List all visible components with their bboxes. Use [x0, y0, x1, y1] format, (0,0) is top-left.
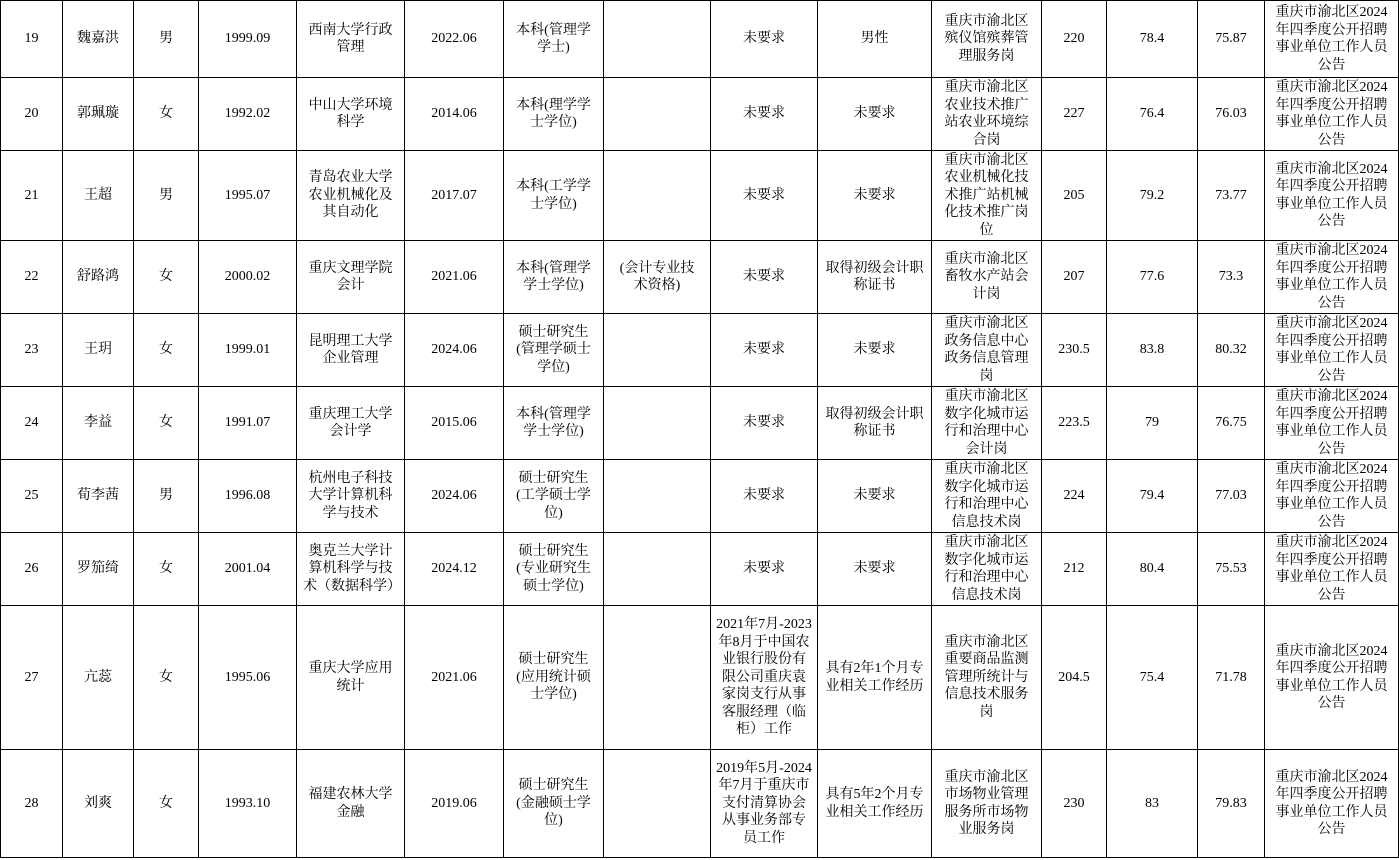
cell-written-score: 207: [1042, 241, 1107, 314]
cell-other-conditions: 取得初级会计职称证书: [818, 241, 932, 314]
cell-qualification: [604, 1, 711, 78]
cell-gender: 女: [134, 533, 199, 606]
cell-interview-score: 75.4: [1107, 606, 1198, 750]
cell-birth-date: 1995.07: [199, 151, 297, 241]
cell-graduation-date: 2024.06: [405, 460, 504, 533]
cell-work-experience: 未要求: [711, 533, 818, 606]
cell-notice: 重庆市渝北区2024年四季度公开招聘事业单位工作人员公告: [1265, 606, 1399, 750]
table-row: [1, 1, 1399, 78]
cell-notice: 重庆市渝北区2024年四季度公开招聘事业单位工作人员公告: [1265, 460, 1399, 533]
table-row: [1, 460, 1399, 533]
cell-other-conditions: 取得初级会计职称证书: [818, 387, 932, 460]
cell-name: 罗笳绮: [63, 533, 134, 606]
table-row: [1, 750, 1399, 858]
cell-interview-score: 83.8: [1107, 314, 1198, 387]
cell-graduation-date: 2019.06: [405, 750, 504, 858]
cell-other-conditions: 具有2年1个月专业相关工作经历: [818, 606, 932, 750]
cell-interview-score: 77.6: [1107, 241, 1198, 314]
cell-name: 王超: [63, 151, 134, 241]
cell-number: 19: [1, 1, 63, 78]
cell-gender: 男: [134, 460, 199, 533]
cell-graduation-date: 2015.06: [405, 387, 504, 460]
cell-school-major: 重庆文理学院会计: [297, 241, 405, 314]
cell-written-score: 204.5: [1042, 606, 1107, 750]
cell-school-major: 青岛农业大学农业机械化及其自动化: [297, 151, 405, 241]
cell-position: 重庆市渝北区政务信息中心政务信息管理岗: [932, 314, 1042, 387]
cell-gender: 女: [134, 750, 199, 858]
cell-qualification: [604, 387, 711, 460]
cell-position: 重庆市渝北区数字化城市运行和治理中心信息技术岗: [932, 460, 1042, 533]
cell-total-score: 73.3: [1198, 241, 1265, 314]
table-body: [1, 1, 1399, 858]
cell-name: 李益: [63, 387, 134, 460]
cell-graduation-date: 2021.06: [405, 606, 504, 750]
cell-qualification: [604, 460, 711, 533]
cell-total-score: 76.75: [1198, 387, 1265, 460]
cell-written-score: 227: [1042, 78, 1107, 151]
cell-birth-date: 1993.10: [199, 750, 297, 858]
cell-gender: 男: [134, 151, 199, 241]
cell-school-major: 昆明理工大学企业管理: [297, 314, 405, 387]
cell-gender: 男: [134, 1, 199, 78]
cell-written-score: 223.5: [1042, 387, 1107, 460]
cell-written-score: 224: [1042, 460, 1107, 533]
table-row: [1, 606, 1399, 750]
cell-qualification: [604, 151, 711, 241]
cell-position: 重庆市渝北区数字化城市运行和治理中心信息技术岗: [932, 533, 1042, 606]
cell-total-score: 75.53: [1198, 533, 1265, 606]
cell-notice: 重庆市渝北区2024年四季度公开招聘事业单位工作人员公告: [1265, 533, 1399, 606]
cell-school-major: 重庆大学应用统计: [297, 606, 405, 750]
cell-other-conditions: 未要求: [818, 314, 932, 387]
cell-position: 重庆市渝北区重要商品监测管理所统计与信息技术服务岗: [932, 606, 1042, 750]
cell-interview-score: 83: [1107, 750, 1198, 858]
cell-name: 荀李茜: [63, 460, 134, 533]
cell-qualification: [604, 606, 711, 750]
cell-work-experience: 未要求: [711, 78, 818, 151]
cell-name: 舒路鸿: [63, 241, 134, 314]
cell-work-experience: 未要求: [711, 314, 818, 387]
cell-graduation-date: 2021.06: [405, 241, 504, 314]
cell-written-score: 205: [1042, 151, 1107, 241]
cell-work-experience: 未要求: [711, 151, 818, 241]
cell-interview-score: 79.2: [1107, 151, 1198, 241]
cell-education-degree: 本科(管理学学士学位): [504, 387, 604, 460]
cell-school-major: 中山大学环境科学: [297, 78, 405, 151]
cell-total-score: 80.32: [1198, 314, 1265, 387]
cell-work-experience: 未要求: [711, 387, 818, 460]
cell-birth-date: 1992.02: [199, 78, 297, 151]
cell-graduation-date: 2017.07: [405, 151, 504, 241]
cell-written-score: 212: [1042, 533, 1107, 606]
cell-other-conditions: 未要求: [818, 151, 932, 241]
cell-number: 28: [1, 750, 63, 858]
cell-written-score: 220: [1042, 1, 1107, 78]
cell-name: 魏嘉洪: [63, 1, 134, 78]
cell-birth-date: 2000.02: [199, 241, 297, 314]
cell-interview-score: 80.4: [1107, 533, 1198, 606]
cell-written-score: 230: [1042, 750, 1107, 858]
cell-qualification: [604, 314, 711, 387]
cell-other-conditions: 未要求: [818, 533, 932, 606]
cell-notice: 重庆市渝北区2024年四季度公开招聘事业单位工作人员公告: [1265, 241, 1399, 314]
cell-position: 重庆市渝北区数字化城市运行和治理中心会计岗: [932, 387, 1042, 460]
cell-work-experience: 2019年5月-2024年7月于重庆市支付清算协会从事业务部专员工作: [711, 750, 818, 858]
cell-birth-date: 1999.01: [199, 314, 297, 387]
table-row: [1, 314, 1399, 387]
cell-other-conditions: 未要求: [818, 78, 932, 151]
cell-notice: 重庆市渝北区2024年四季度公开招聘事业单位工作人员公告: [1265, 387, 1399, 460]
cell-interview-score: 79: [1107, 387, 1198, 460]
cell-education-degree: 硕士研究生(金融硕士学位): [504, 750, 604, 858]
cell-school-major: 重庆理工大学会计学: [297, 387, 405, 460]
cell-total-score: 77.03: [1198, 460, 1265, 533]
cell-other-conditions: 具有5年2个月专业相关工作经历: [818, 750, 932, 858]
cell-number: 24: [1, 387, 63, 460]
cell-graduation-date: 2022.06: [405, 1, 504, 78]
table-row: [1, 241, 1399, 314]
cell-gender: 女: [134, 606, 199, 750]
cell-total-score: 71.78: [1198, 606, 1265, 750]
cell-graduation-date: 2024.06: [405, 314, 504, 387]
cell-number: 27: [1, 606, 63, 750]
cell-notice: 重庆市渝北区2024年四季度公开招聘事业单位工作人员公告: [1265, 151, 1399, 241]
cell-total-score: 76.03: [1198, 78, 1265, 151]
cell-qualification: [604, 750, 711, 858]
cell-notice: 重庆市渝北区2024年四季度公开招聘事业单位工作人员公告: [1265, 1, 1399, 78]
cell-education-degree: 硕士研究生(专业研究生硕士学位): [504, 533, 604, 606]
cell-school-major: 福建农林大学金融: [297, 750, 405, 858]
cell-number: 23: [1, 314, 63, 387]
cell-gender: 女: [134, 78, 199, 151]
cell-graduation-date: 2014.06: [405, 78, 504, 151]
cell-name: 刘爽: [63, 750, 134, 858]
cell-interview-score: 78.4: [1107, 1, 1198, 78]
cell-birth-date: 1996.08: [199, 460, 297, 533]
cell-position: 重庆市渝北区农业技术推广站农业环境综合岗: [932, 78, 1042, 151]
table-row: [1, 387, 1399, 460]
cell-notice: 重庆市渝北区2024年四季度公开招聘事业单位工作人员公告: [1265, 314, 1399, 387]
cell-interview-score: 76.4: [1107, 78, 1198, 151]
cell-education-degree: 硕士研究生(管理学硕士学位): [504, 314, 604, 387]
table-row: [1, 78, 1399, 151]
cell-birth-date: 1999.09: [199, 1, 297, 78]
cell-position: 重庆市渝北区市场物业管理服务所市场物业服务岗: [932, 750, 1042, 858]
cell-qualification: (会计专业技术资格): [604, 241, 711, 314]
cell-total-score: 73.77: [1198, 151, 1265, 241]
cell-education-degree: 硕士研究生(工学硕士学位): [504, 460, 604, 533]
table-row: [1, 151, 1399, 241]
cell-position: 重庆市渝北区畜牧水产站会计岗: [932, 241, 1042, 314]
cell-number: 20: [1, 78, 63, 151]
table-row: [1, 533, 1399, 606]
cell-name: 郭珮璇: [63, 78, 134, 151]
cell-other-conditions: 男性: [818, 1, 932, 78]
cell-position: 重庆市渝北区殡仪馆殡葬管理服务岗: [932, 1, 1042, 78]
cell-education-degree: 本科(管理学学士学位): [504, 241, 604, 314]
cell-name: 王玥: [63, 314, 134, 387]
cell-education-degree: 本科(工学学士学位): [504, 151, 604, 241]
cell-work-experience: 2021年7月-2023年8月于中国农业银行股份有限公司重庆袁家岗支行从事客服经理（临柜）工作: [711, 606, 818, 750]
cell-number: 26: [1, 533, 63, 606]
cell-school-major: 奥克兰大学计算机科学与技术（数据科学）: [297, 533, 405, 606]
cell-gender: 女: [134, 314, 199, 387]
cell-birth-date: 1991.07: [199, 387, 297, 460]
cell-work-experience: 未要求: [711, 241, 818, 314]
cell-notice: 重庆市渝北区2024年四季度公开招聘事业单位工作人员公告: [1265, 750, 1399, 858]
cell-school-major: 杭州电子科技大学计算机科学与技术: [297, 460, 405, 533]
cell-education-degree: 本科(管理学学士): [504, 1, 604, 78]
cell-written-score: 230.5: [1042, 314, 1107, 387]
cell-name: 亢蕊: [63, 606, 134, 750]
cell-birth-date: 1995.06: [199, 606, 297, 750]
cell-number: 21: [1, 151, 63, 241]
cell-position: 重庆市渝北区农业机械化技术推广站机械化技术推广岗位: [932, 151, 1042, 241]
cell-work-experience: 未要求: [711, 460, 818, 533]
cell-number: 25: [1, 460, 63, 533]
cell-school-major: 西南大学行政管理: [297, 1, 405, 78]
cell-work-experience: 未要求: [711, 1, 818, 78]
cell-graduation-date: 2024.12: [405, 533, 504, 606]
cell-other-conditions: 未要求: [818, 460, 932, 533]
cell-interview-score: 79.4: [1107, 460, 1198, 533]
cell-total-score: 79.83: [1198, 750, 1265, 858]
cell-total-score: 75.87: [1198, 1, 1265, 78]
cell-notice: 重庆市渝北区2024年四季度公开招聘事业单位工作人员公告: [1265, 78, 1399, 151]
cell-qualification: [604, 533, 711, 606]
cell-gender: 女: [134, 387, 199, 460]
cell-number: 22: [1, 241, 63, 314]
cell-qualification: [604, 78, 711, 151]
cell-birth-date: 2001.04: [199, 533, 297, 606]
cell-education-degree: 本科(理学学士学位): [504, 78, 604, 151]
cell-education-degree: 硕士研究生(应用统计硕士学位): [504, 606, 604, 750]
cell-gender: 女: [134, 241, 199, 314]
